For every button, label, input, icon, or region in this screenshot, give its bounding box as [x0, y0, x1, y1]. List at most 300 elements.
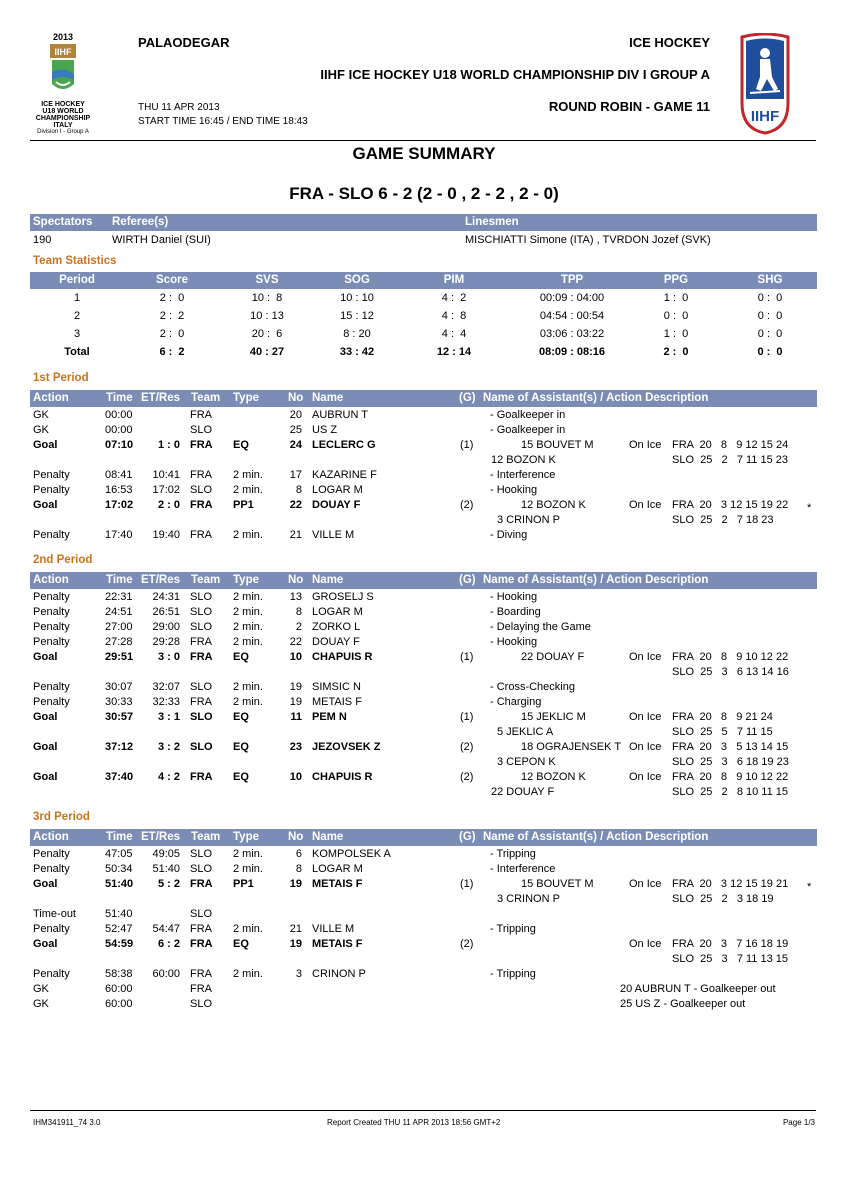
goal-row-cont	[30, 454, 817, 469]
event-cell-no: 13	[289, 591, 302, 603]
logo-line3: CHAMPIONSHIP	[35, 115, 91, 122]
goal-row-cont	[30, 756, 817, 771]
event-cell-a: Penalty	[33, 636, 70, 648]
stats-cell: 08:09 : 08:16	[538, 346, 606, 358]
officials-row	[30, 234, 817, 249]
event-cell-e: 32:33	[152, 696, 180, 708]
event-cell-n: METAIS F	[312, 696, 362, 708]
event-cell-d: - Hooking	[490, 591, 538, 603]
stats-cell: 0 : 0	[663, 310, 689, 322]
stats-cell: 1 : 0	[663, 292, 689, 304]
game-date: THU 11 APR 2013	[138, 102, 220, 113]
page-number: Page 1/3	[782, 1118, 815, 1127]
event-row	[30, 923, 817, 938]
event-cell-no: 2	[295, 621, 302, 633]
on-ice-fra: FRA 20 8 9 10 12 22	[672, 651, 789, 663]
stats-cell: 2	[73, 310, 81, 322]
goal-row-cont	[30, 786, 817, 801]
goal-row	[30, 741, 817, 756]
event-row	[30, 606, 817, 621]
event-row	[30, 484, 817, 499]
event-cell-ty: EQ	[233, 439, 249, 451]
event-cell-n: VILLE M	[312, 529, 355, 541]
event-cell-no: 8	[295, 863, 302, 875]
event-cell-t: 50:34	[105, 863, 133, 875]
event-cell-g: (1)	[460, 878, 474, 890]
event-cell-d: - Tripping	[490, 848, 536, 860]
event-cell-d: - Tripping	[490, 923, 536, 935]
event-cell-ty: 2 min.	[233, 848, 263, 860]
events-col-header: Name	[312, 574, 344, 586]
stats-cell: 04:54 : 00:54	[539, 310, 605, 322]
event-cell-a: GK	[33, 409, 49, 421]
referees-value: WIRTH Daniel (SUI)	[112, 234, 211, 246]
stats-cell: 1	[73, 292, 81, 304]
event-cell-tm: FRA	[190, 968, 212, 980]
header-rule	[30, 140, 816, 141]
event-cell-t: 30:33	[105, 696, 133, 708]
stats-row	[30, 328, 817, 343]
event-cell-n: METAIS F	[312, 938, 363, 950]
on-ice-label: On Ice	[629, 741, 662, 753]
stats-cell: 2 : 0	[159, 292, 185, 304]
svg-text:IIHF: IIHF	[54, 47, 72, 57]
event-cell-t: 37:12	[105, 741, 134, 753]
assist-2: 12 BOZON K	[491, 454, 556, 466]
event-cell-tm: FRA	[190, 651, 213, 663]
event-cell-d: - Delaying the Game	[490, 621, 591, 633]
stats-cell: 2 : 0	[159, 328, 185, 340]
event-cell-no: 3	[295, 968, 302, 980]
logo-line1: ICE HOCKEY	[41, 101, 85, 108]
event-cell-ty: 2 min.	[233, 696, 263, 708]
event-cell-n: CRINON P	[312, 968, 366, 980]
goal-row-cont	[30, 893, 817, 908]
event-cell-a: Time-out	[33, 908, 76, 920]
event-cell-g: (1)	[460, 439, 474, 451]
goal-row-cont	[30, 726, 817, 741]
stats-cell: Total	[64, 346, 90, 358]
event-cell-n: METAIS F	[312, 878, 363, 890]
event-cell-tm: FRA	[190, 529, 212, 541]
event-cell-t: 17:40	[105, 529, 133, 541]
championship-logo	[30, 32, 96, 135]
events-col-header: Action	[33, 392, 69, 404]
event-cell-ty: 2 min.	[233, 621, 263, 633]
stats-cell: 00:09 : 04:00	[539, 292, 605, 304]
game-times: START TIME 16:45 / END TIME 18:43	[138, 116, 308, 127]
iihf-logo	[738, 33, 792, 135]
event-cell-a: Penalty	[33, 621, 70, 633]
event-cell-d: - Interference	[490, 863, 556, 875]
on-ice-slo: SLO 25 3 6 18 19 23	[672, 756, 789, 768]
stats-cell: 20 : 6	[251, 328, 283, 340]
event-cell-a: GK	[33, 983, 49, 995]
page-title: GAME SUMMARY	[352, 144, 496, 163]
event-cell-a: Penalty	[33, 848, 70, 860]
logo-line5: Division I - Group A	[37, 129, 89, 135]
event-row	[30, 863, 817, 878]
event-cell-tm: FRA	[190, 439, 213, 451]
event-cell-d: 15 BOUVET M	[521, 878, 594, 890]
event-row	[30, 968, 817, 983]
event-cell-ty: 2 min.	[233, 923, 263, 935]
events-col-header: (G)	[459, 831, 476, 843]
event-cell-ty: 2 min.	[233, 606, 263, 618]
event-cell-tm: SLO	[190, 711, 213, 723]
event-cell-d: - Boarding	[490, 606, 541, 618]
event-row	[30, 848, 817, 863]
event-cell-ty: 2 min.	[233, 636, 263, 648]
events-col-header: Name	[312, 831, 344, 843]
event-cell-e: 1 : 0	[157, 439, 180, 451]
on-ice-label: On Ice	[629, 651, 662, 663]
event-cell-e: 19:40	[152, 529, 180, 541]
on-ice-slo: SLO 25 2 3 18 19	[672, 893, 774, 905]
event-cell-ty: 2 min.	[233, 863, 263, 875]
event-cell-no: 25	[289, 424, 302, 436]
stats-cell: 4 : 4	[441, 328, 467, 340]
event-cell-t: 58:38	[105, 968, 133, 980]
logo-line2: U18 WORLD	[42, 108, 84, 115]
event-cell-t: 30:57	[105, 711, 134, 723]
stats-cell: 2 : 0	[663, 346, 689, 358]
event-cell-no: 8	[295, 484, 302, 496]
event-cell-no: 6	[295, 848, 302, 860]
on-ice-label: On Ice	[629, 938, 662, 950]
event-cell-d: - Interference	[490, 469, 556, 481]
events-header	[30, 572, 817, 589]
event-cell-t: 16:53	[105, 484, 133, 496]
events-col-header: ET/Res	[141, 831, 180, 843]
event-cell-e: 26:51	[152, 606, 180, 618]
round: ROUND ROBIN - GAME 11	[548, 99, 710, 114]
event-cell-a: GK	[33, 424, 49, 436]
assist-2: 5 JEKLIC A	[497, 726, 554, 738]
event-row	[30, 983, 817, 998]
events-col-header: Time	[106, 831, 133, 843]
event-row	[30, 424, 817, 439]
assist-2: 3 CEPON K	[497, 756, 556, 768]
stats-cell: 0 : 0	[757, 310, 783, 322]
event-cell-d: 22 DOUAY F	[521, 651, 585, 663]
stats-cell: 10 : 10	[340, 292, 374, 304]
event-cell-a: Goal	[33, 651, 58, 663]
event-cell-no: 21	[289, 923, 302, 935]
event-cell-tm: SLO	[190, 606, 213, 618]
event-cell-a: Goal	[33, 499, 58, 511]
event-cell-d: - Hooking	[490, 484, 538, 496]
footer-rule	[30, 1110, 816, 1111]
event-cell-t: 22:31	[105, 591, 133, 603]
events-col-header: Team	[191, 831, 221, 843]
event-cell-t: 47:05	[105, 848, 133, 860]
event-cell-t: 37:40	[105, 771, 134, 783]
on-ice-label: On Ice	[629, 771, 662, 783]
event-cell-t: 17:02	[105, 499, 134, 511]
stats-cell: 4 : 8	[441, 310, 467, 322]
stats-cell: 1 : 0	[663, 328, 689, 340]
event-cell-a: Goal	[33, 439, 58, 451]
svg-text:IIHF: IIHF	[750, 108, 780, 125]
goal-row-cont	[30, 666, 817, 681]
event-cell-n: GROSELJ S	[312, 591, 374, 603]
events-col-header: ET/Res	[141, 392, 180, 404]
stats-cell: 0 : 0	[757, 328, 783, 340]
event-cell-ty: PP1	[233, 499, 254, 511]
events-col-header: No	[288, 392, 304, 404]
stats-row	[30, 292, 817, 307]
stats-cell: 12 : 14	[436, 346, 472, 358]
stats-col-header: SHG	[757, 274, 783, 286]
on-ice-fra: FRA 20 3 12 15 19 22	[672, 499, 789, 511]
event-cell-tm: SLO	[190, 484, 213, 496]
event-cell-d: 12 BOZON K	[521, 499, 586, 511]
events-col-header: (G)	[459, 574, 476, 586]
logo-line4: ITALY	[53, 122, 73, 129]
period-title: 1st Period	[33, 372, 89, 384]
event-cell-d: 15 BOUVET M	[521, 439, 594, 451]
on-ice-fra: FRA 20 3 5 13 14 15	[672, 741, 789, 753]
score-line: FRA - SLO 6 - 2 (2 - 0 , 2 - 2 , 2 - 0)	[289, 184, 559, 203]
events-col-header: No	[288, 574, 304, 586]
event-cell-t: 29:51	[105, 651, 134, 663]
event-cell-no: 20	[289, 409, 302, 421]
event-cell-no: 24	[289, 439, 302, 451]
on-ice-fra: FRA 20 8 9 21 24	[672, 711, 773, 723]
event-cell-ty: 2 min.	[233, 968, 263, 980]
event-cell-e: 29:00	[152, 621, 180, 633]
event-cell-t: 52:47	[105, 923, 133, 935]
event-cell-d: - Hooking	[490, 636, 538, 648]
event-row	[30, 621, 817, 636]
event-cell-n: CHAPUIS R	[312, 651, 373, 663]
event-cell-e: 4 : 2	[157, 771, 180, 783]
event-cell-e: 17:02	[152, 484, 180, 496]
event-cell-no: 22	[289, 499, 302, 511]
events-col-header: Team	[191, 574, 221, 586]
event-cell-no: 19	[289, 696, 302, 708]
stats-cell: 0 : 0	[757, 346, 783, 358]
events-col-header: No	[288, 831, 304, 843]
event-cell-d: - Cross-Checking	[490, 681, 575, 693]
stats-col-header: PIM	[443, 274, 465, 286]
event-cell-d: - Diving	[490, 529, 528, 541]
event-cell-e: 6 : 2	[157, 938, 180, 950]
report-created: Report Created THU 11 APR 2013 18:56 GMT+2	[327, 1118, 501, 1127]
event-cell-tm: FRA	[190, 469, 212, 481]
event-cell-tm: FRA	[190, 636, 212, 648]
event-row	[30, 469, 817, 484]
events-header	[30, 390, 817, 407]
on-ice-slo: SLO 25 2 7 11 15 23	[672, 454, 788, 466]
event-cell-ty: 2 min.	[233, 529, 263, 541]
event-cell-a: Penalty	[33, 863, 70, 875]
event-cell-g: (1)	[460, 711, 474, 723]
stats-total-row	[30, 346, 817, 361]
championship-title: IIHF ICE HOCKEY U18 WORLD CHAMPIONSHIP DIV I GROUP A	[320, 67, 710, 82]
on-ice-label: On Ice	[629, 499, 662, 511]
event-cell-no: 11	[290, 711, 302, 723]
stats-cell: 10 : 8	[251, 292, 283, 304]
event-cell-t: 51:40	[105, 908, 133, 920]
event-cell-t: 00:00	[105, 424, 133, 436]
event-cell-e: 24:31	[152, 591, 180, 603]
on-ice-label: On Ice	[629, 878, 662, 890]
event-cell-ty: EQ	[233, 938, 249, 950]
stats-col-header: SVS	[255, 274, 279, 286]
event-row	[30, 529, 817, 544]
event-cell-t: 54:59	[105, 938, 134, 950]
stats-row	[30, 310, 817, 325]
on-ice-fra: FRA 20 8 9 10 12 22	[672, 771, 789, 783]
events-col-header: Type	[233, 831, 259, 843]
event-cell-t: 08:41	[105, 469, 133, 481]
linesmen-value: MISCHIATTI Simone (ITA) , TVRDON Jozef (SVK)	[465, 234, 711, 246]
event-cell-d: - Tripping	[490, 968, 536, 980]
event-cell-t: 51:40	[105, 878, 134, 890]
event-cell-e: 60:00	[152, 968, 180, 980]
event-cell-no: 17	[289, 469, 302, 481]
event-cell-no: 10	[289, 771, 302, 783]
event-cell-a: Penalty	[33, 591, 70, 603]
event-row	[30, 409, 817, 424]
event-cell-e: 5 : 2	[157, 878, 180, 890]
event-cell-tm: SLO	[190, 908, 213, 920]
goalkeeper-out: 25 US Z - Goalkeeper out	[620, 998, 746, 1010]
event-cell-t: 07:10	[105, 439, 134, 451]
event-row	[30, 591, 817, 606]
event-cell-a: Penalty	[33, 923, 70, 935]
event-cell-a: Goal	[33, 741, 58, 753]
events-col-header: Name of Assistant(s) / Action Description	[483, 831, 709, 843]
event-row	[30, 908, 817, 923]
on-ice-slo: SLO 25 3 6 13 14 16	[672, 666, 789, 678]
events-col-header: Type	[233, 392, 259, 404]
event-cell-a: Penalty	[33, 696, 70, 708]
event-cell-no: 23	[289, 741, 302, 753]
event-cell-e: 32:07	[152, 681, 180, 693]
event-cell-no: 19	[289, 681, 302, 693]
event-cell-t: 60:00	[105, 983, 133, 995]
stats-cell: 3	[73, 328, 81, 340]
event-cell-tm: SLO	[190, 591, 213, 603]
sport: ICE HOCKEY	[629, 35, 710, 50]
event-row	[30, 681, 817, 696]
assist-2: 22 DOUAY F	[491, 786, 555, 798]
goal-row-cont	[30, 953, 817, 968]
stats-col-header: SOG	[344, 274, 370, 286]
pp-marker: *	[807, 502, 812, 514]
event-cell-d: 18 OGRAJENSEK T	[521, 741, 622, 753]
event-cell-e: 49:05	[152, 848, 180, 860]
event-cell-no: 19	[289, 878, 302, 890]
event-cell-t: 24:51	[105, 606, 133, 618]
stats-cell: 15 : 12	[340, 310, 374, 322]
event-cell-n: LOGAR M	[312, 484, 363, 496]
event-cell-ty: 2 min.	[233, 681, 263, 693]
event-cell-tm: SLO	[190, 741, 213, 753]
event-cell-d: 15 JEKLIC M	[521, 711, 586, 723]
event-row	[30, 998, 817, 1013]
event-cell-ty: EQ	[233, 771, 249, 783]
event-cell-tm: SLO	[190, 621, 213, 633]
event-cell-d: - Charging	[490, 696, 542, 708]
event-cell-a: Penalty	[33, 529, 70, 541]
event-cell-n: LOGAR M	[312, 863, 363, 875]
referees-label: Referee(s)	[112, 216, 169, 228]
events-col-header: Action	[33, 831, 69, 843]
on-ice-label: On Ice	[629, 711, 662, 723]
event-cell-no: 22	[289, 636, 302, 648]
pp-marker: *	[807, 881, 812, 893]
event-cell-n: SIMSIC N	[312, 681, 361, 693]
event-cell-tm: FRA	[190, 878, 213, 890]
event-cell-tm: SLO	[190, 998, 213, 1010]
event-cell-a: Penalty	[33, 681, 70, 693]
stats-cell: 6 : 2	[159, 346, 185, 358]
assist-2: 3 CRINON P	[497, 893, 560, 905]
events-col-header: Name of Assistant(s) / Action Description	[483, 392, 709, 404]
team-stats-title: Team Statistics	[33, 255, 117, 267]
event-cell-n: DOUAY F	[312, 636, 360, 648]
event-cell-tm: SLO	[190, 863, 213, 875]
on-ice-slo: SLO 25 2 7 18 23	[672, 514, 774, 526]
officials-header	[30, 214, 817, 231]
events-col-header: Time	[106, 392, 133, 404]
event-cell-t: 60:00	[105, 998, 133, 1010]
event-cell-ty: 2 min.	[233, 484, 263, 496]
event-cell-n: US Z	[312, 424, 338, 436]
stats-cell: 10 : 13	[250, 310, 284, 322]
event-cell-a: Penalty	[33, 606, 70, 618]
stats-col-header: PPG	[663, 274, 689, 286]
event-cell-n: KAZARINE F	[312, 469, 377, 481]
event-cell-ty: EQ	[233, 711, 249, 723]
event-cell-a: Penalty	[33, 484, 70, 496]
event-cell-tm: FRA	[190, 983, 212, 995]
event-cell-ty: 2 min.	[233, 591, 263, 603]
event-row	[30, 636, 817, 651]
stats-cell: 33 : 42	[339, 346, 375, 358]
stats-cell: 03:06 : 03:22	[539, 328, 605, 340]
goal-row-cont	[30, 514, 817, 529]
event-cell-e: 10:41	[152, 469, 180, 481]
event-cell-tm: FRA	[190, 923, 212, 935]
event-cell-n: JEZOVSEK Z	[312, 741, 381, 753]
event-cell-no: 19	[289, 938, 302, 950]
event-cell-e: 54:47	[152, 923, 180, 935]
event-cell-g: (2)	[460, 771, 474, 783]
event-cell-a: Goal	[33, 878, 58, 890]
events-col-header: ET/Res	[141, 574, 180, 586]
event-cell-g: (2)	[460, 938, 474, 950]
event-cell-n: CHAPUIS R	[312, 771, 373, 783]
event-cell-no: 21	[289, 529, 302, 541]
stats-cell: 40 : 27	[249, 346, 285, 358]
on-ice-slo: SLO 25 3 7 11 13 15	[672, 953, 788, 965]
event-cell-e: 2 : 0	[157, 499, 180, 511]
events-col-header: Time	[106, 574, 133, 586]
logo-emblem-icon	[48, 44, 78, 99]
event-cell-e: 3 : 2	[157, 741, 180, 753]
event-cell-d: - Goalkeeper in	[490, 409, 566, 421]
event-cell-e: 51:40	[152, 863, 180, 875]
event-cell-no: 10	[289, 651, 302, 663]
event-cell-n: VILLE M	[312, 923, 355, 935]
event-cell-a: Goal	[33, 938, 58, 950]
event-cell-t: 27:00	[105, 621, 133, 633]
